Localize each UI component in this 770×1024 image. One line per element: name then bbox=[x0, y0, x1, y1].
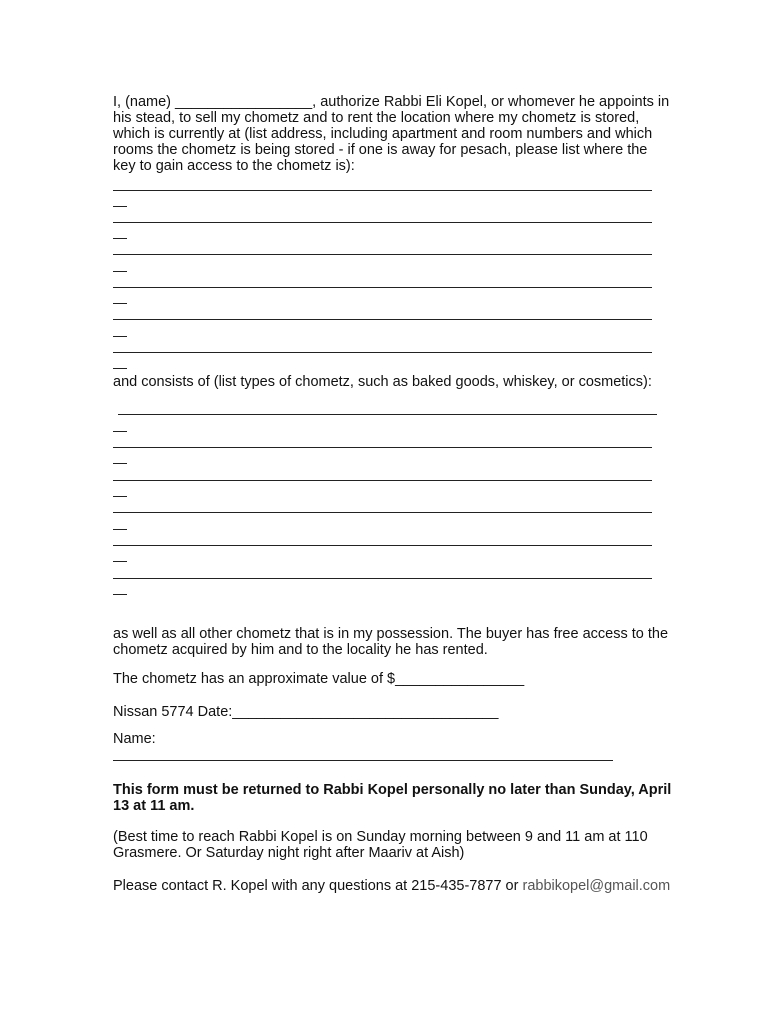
name-signature-line[interactable] bbox=[113, 760, 613, 761]
address-line-5[interactable] bbox=[113, 319, 652, 320]
address-line-4-tail bbox=[113, 303, 127, 304]
address-line-5-tail bbox=[113, 336, 127, 337]
address-line-2[interactable] bbox=[113, 222, 652, 223]
intro-paragraph: I, (name) _________________, authorize Rabbi Eli Kopel, or whomever he appoints in his stead, to sell my chometz and to rent the location where my chometz is stored, which is currently at (list address, including apartment and room numbers and which rooms the chometz is being stored - if one is away for pesach, please list where the key to gain access to the chometz is): bbox=[113, 94, 670, 174]
type-line-4-tail bbox=[113, 529, 127, 530]
address-line-6-tail bbox=[113, 368, 127, 369]
contact-text: Please contact R. Kopel with any questions at 215-435-7877 or bbox=[113, 878, 523, 894]
date-line[interactable]: Nissan 5774 Date:_________________________________ bbox=[113, 704, 499, 720]
address-line-2-tail bbox=[113, 238, 127, 239]
name-label: Name: bbox=[113, 731, 156, 747]
type-line-6[interactable] bbox=[113, 578, 652, 579]
address-line-4[interactable] bbox=[113, 287, 652, 288]
address-line-6[interactable] bbox=[113, 352, 652, 353]
type-line-1[interactable] bbox=[118, 414, 657, 415]
return-notice: This form must be returned to Rabbi Kopel personally no later than Sunday, April 13 at 11 am. bbox=[113, 782, 672, 814]
type-line-5[interactable] bbox=[113, 545, 652, 546]
address-line-3-tail bbox=[113, 271, 127, 272]
best-time-paragraph: (Best time to reach Rabbi Kopel is on Sunday morning between 9 and 11 am at 110 Grasmere. Or Saturday night right after Maariv at Aish) bbox=[113, 829, 648, 861]
consists-label: and consists of (list types of chometz, such as baked goods, whiskey, or cosmetics): bbox=[113, 374, 652, 390]
contact-line bbox=[113, 878, 673, 894]
value-line[interactable]: The chometz has an approximate value of $________________ bbox=[113, 671, 525, 687]
address-line-1-tail bbox=[113, 206, 127, 207]
type-line-1-tail bbox=[113, 431, 127, 432]
type-line-6-tail bbox=[113, 594, 127, 595]
type-line-2[interactable] bbox=[113, 447, 652, 448]
address-line-3[interactable] bbox=[113, 254, 652, 255]
possession-paragraph: as well as all other chometz that is in my possession. The buyer has free access to the chometz acquired by him and to the locality he has rented. bbox=[113, 626, 669, 658]
type-line-4[interactable] bbox=[113, 512, 652, 513]
type-line-3-tail bbox=[113, 496, 127, 497]
type-line-3[interactable] bbox=[113, 480, 652, 481]
address-line-1[interactable] bbox=[113, 190, 652, 191]
type-line-5-tail bbox=[113, 561, 127, 562]
type-line-2-tail bbox=[113, 463, 127, 464]
contact-email-link[interactable]: rabbikopel@gmail.com bbox=[522, 878, 671, 894]
